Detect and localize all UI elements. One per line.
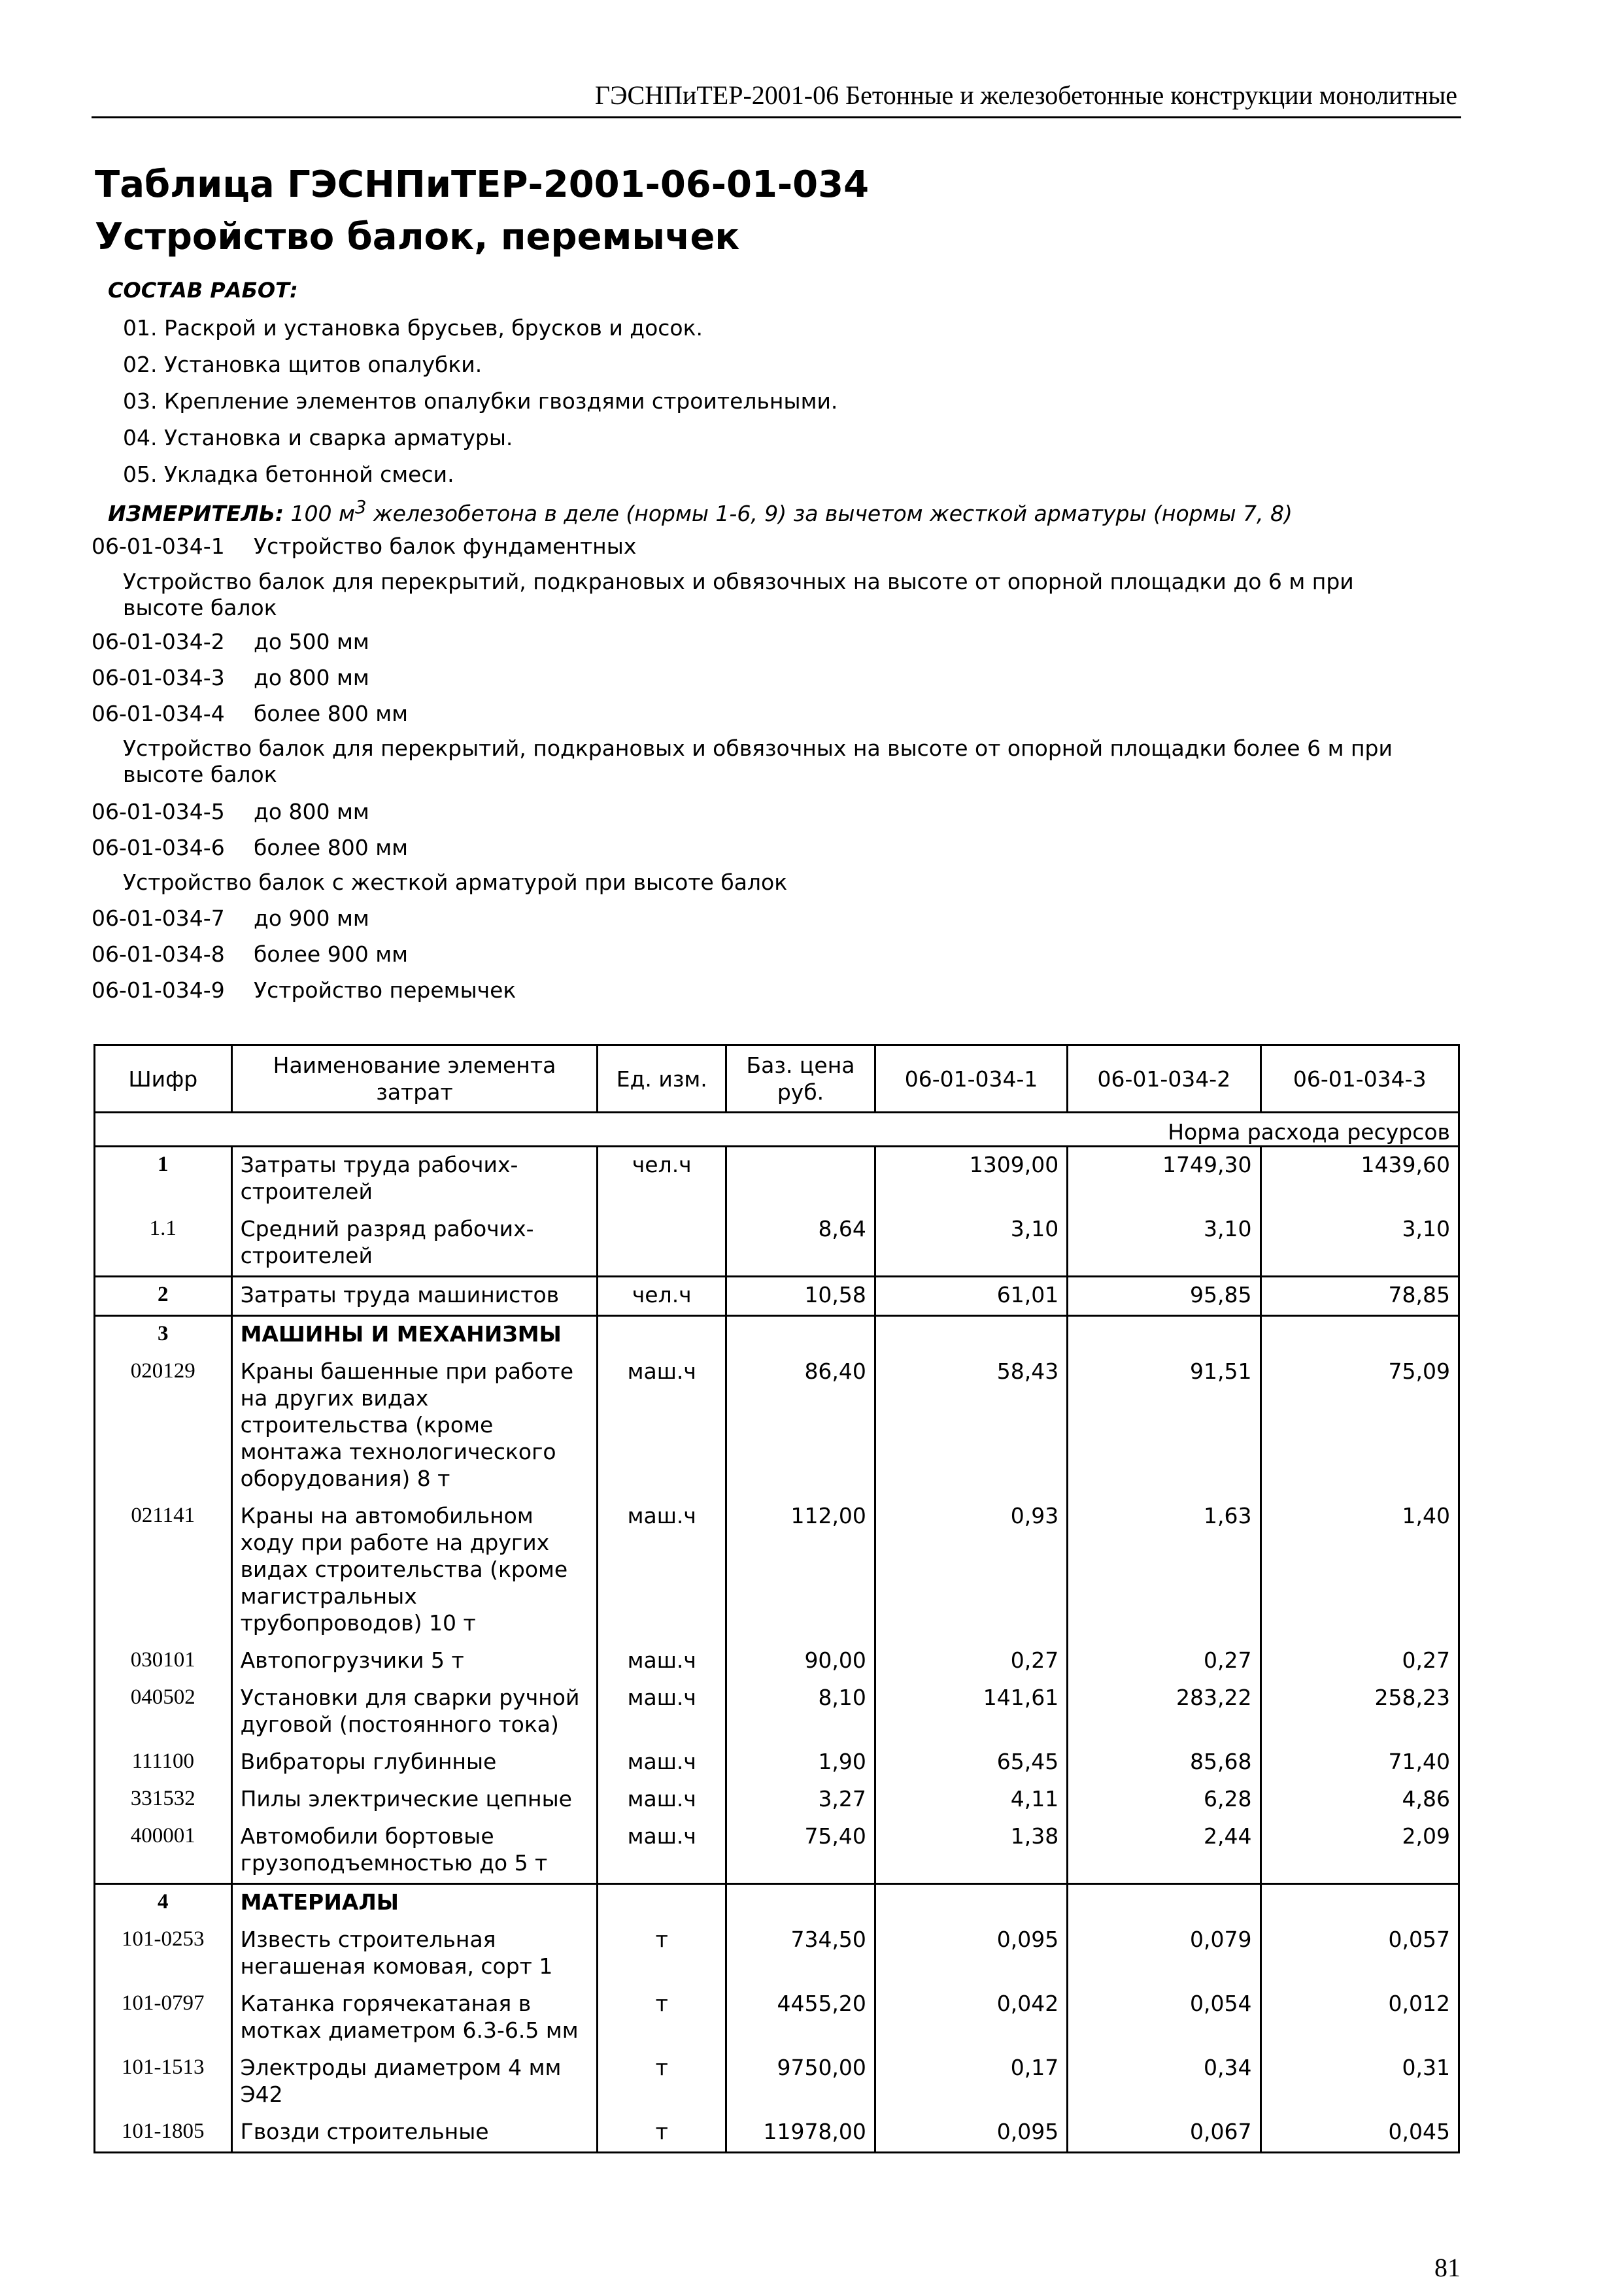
norm-code: 06-01-034-3 [92,665,225,690]
cell-price: 86,40 [726,1354,875,1498]
cell-value: 1749,30 [1068,1147,1260,1212]
cell-code: 400001 [95,1819,232,1884]
cell-code: 101-0253 [95,1922,232,1986]
cell-value: 65,45 [875,1744,1067,1781]
cell-unit [598,1211,726,1277]
cell-value: 61,01 [875,1277,1067,1316]
cell-unit: т [598,1922,726,1986]
table-row [95,1277,1459,1316]
cell-code: 3 [95,1316,232,1355]
page-number: 81 [1434,2253,1461,2282]
cell-value: 0,27 [875,1643,1067,1680]
norm-code: 06-01-034-6 [92,835,225,860]
cell-value: 258,23 [1260,1680,1459,1744]
work-item: 01. Раскрой и установка брусьев, брусков и досок. [123,315,703,341]
cell-name: Электроды диаметром 4 мм Э42 [231,2050,598,2114]
cell-unit: т [598,1986,726,2050]
cell-value: 4,11 [875,1781,1067,1819]
cell-code: 020129 [95,1354,232,1498]
work-item: 02. Установка щитов опалубки. [123,352,482,377]
norm-text: более 800 мм [254,701,408,726]
cell-price: 112,00 [726,1498,875,1643]
table-row [95,1744,1459,1781]
cell-value: 0,042 [875,1986,1067,2050]
cell-code: 101-1513 [95,2050,232,2114]
cell-empty [598,1884,726,1923]
cell-empty [726,1884,875,1923]
works-heading: СОСТАВ РАБОТ: [108,278,298,303]
cell-unit: маш.ч [598,1498,726,1643]
table-subtitle: Устройство балок, перемычек [95,216,740,258]
norm-group: Устройство балок для перекрытий, подкрановых и обвязочных на высоте от опорной площадки до 6 м при высоте балок [123,569,1354,620]
cell-unit: маш.ч [598,1781,726,1819]
cell-code: 1.1 [95,1211,232,1277]
cell-price: 8,64 [726,1211,875,1277]
norm-code: 06-01-034-2 [92,629,225,654]
header-name: Наименование элемента затрат [231,1045,598,1113]
cell-price: 75,40 [726,1819,875,1884]
cell-value: 0,095 [875,2114,1067,2153]
cell-value: 75,09 [1260,1354,1459,1498]
cell-name: Краны башенные при работе на других видах строительства (кроме монтажа технологического оборудования) 8 т [231,1354,598,1498]
table-row [95,1922,1459,1986]
cell-value: 1439,60 [1260,1147,1459,1212]
work-item: 03. Крепление элементов опалубки гвоздями строительными. [123,388,838,414]
norm-code: 06-01-034-9 [92,977,225,1003]
norm-text: более 800 мм [254,835,408,860]
cell-value: 0,095 [875,1922,1067,1986]
cell-empty [1068,1884,1260,1923]
norm-code: 06-01-034-8 [92,941,225,967]
cell-value: 3,10 [1068,1211,1260,1277]
table-title: Таблица ГЭСНПиТЕР-2001-06-01-034 [95,163,870,206]
cell-value: 1,63 [1068,1498,1260,1643]
cell-name: Установки для сварки ручной дуговой (постоянного тока) [231,1680,598,1744]
cell-unit: маш.ч [598,1354,726,1498]
norm-text: до 500 мм [254,629,369,654]
cell-price: 8,10 [726,1680,875,1744]
cell-unit: маш.ч [598,1819,726,1884]
running-header [92,71,1461,118]
cell-empty [1260,1884,1459,1923]
cell-value: 283,22 [1068,1680,1260,1744]
table-row [95,1781,1459,1819]
cell-name: Автомобили бортовые грузоподъемностью до 5 т [231,1819,598,1884]
measure-text-before: 100 м [284,501,355,526]
header-col2: 06-01-034-2 [1068,1045,1260,1113]
cell-code: 331532 [95,1781,232,1819]
norm-caption: Норма расхода ресурсов [95,1113,1459,1147]
cell-code: 101-0797 [95,1986,232,2050]
section-row [95,1316,1459,1355]
cell-value: 95,85 [1068,1277,1260,1316]
cell-code: 021141 [95,1498,232,1643]
cell-value: 58,43 [875,1354,1067,1498]
cell-empty [1068,1316,1260,1355]
header-price: Баз. цена руб. [726,1045,875,1113]
cell-name: Затраты труда рабочих-строителей [231,1147,598,1212]
cell-price: 1,90 [726,1744,875,1781]
table-row [95,1680,1459,1744]
cell-value: 3,10 [1260,1211,1459,1277]
cell-value: 0,079 [1068,1922,1260,1986]
table-row [95,1354,1459,1498]
header-code: Шифр [95,1045,232,1113]
cell-empty [1260,1316,1459,1355]
cell-code: 111100 [95,1744,232,1781]
cell-value: 6,28 [1068,1781,1260,1819]
cell-unit: маш.ч [598,1680,726,1744]
cell-code: 030101 [95,1643,232,1680]
cell-value: 71,40 [1260,1744,1459,1781]
norm-code: 06-01-034-7 [92,905,225,931]
norm-code: 06-01-034-1 [92,533,225,559]
resource-table [93,1044,1460,2153]
section-title: МАШИНЫ И МЕХАНИЗМЫ [231,1316,598,1355]
cell-unit: т [598,2050,726,2114]
cell-unit: чел.ч [598,1277,726,1316]
cell-empty [875,1884,1067,1923]
cell-value: 2,44 [1068,1819,1260,1884]
work-item: 04. Установка и сварка арматуры. [123,425,513,450]
norm-text: Устройство балок фундаментных [254,533,637,559]
cell-value: 1,40 [1260,1498,1459,1643]
table-row [95,1643,1459,1680]
cell-value: 78,85 [1260,1277,1459,1316]
cell-value: 0,31 [1260,2050,1459,2114]
cell-value: 141,61 [875,1680,1067,1744]
norm-text: более 900 мм [254,941,408,967]
header-col1: 06-01-034-1 [875,1045,1067,1113]
cell-name: Известь строительная негашеная комовая, сорт 1 [231,1922,598,1986]
cell-value: 0,054 [1068,1986,1260,2050]
norm-caption-row [95,1113,1459,1147]
cell-value: 0,067 [1068,2114,1260,2153]
cell-price [726,1147,875,1212]
cell-name: Пилы электрические цепные [231,1781,598,1819]
cell-name: Затраты труда машинистов [231,1277,598,1316]
section-title: МАТЕРИАЛЫ [231,1884,598,1923]
measure-line [108,497,1293,526]
cell-value: 85,68 [1068,1744,1260,1781]
measure-text-after: железобетона в деле (нормы 1-6, 9) за вычетом жесткой арматуры (нормы 7, 8) [366,501,1293,526]
norm-group: Устройство балок для перекрытий, подкрановых и обвязочных на высоте от опорной площадки более 6 м при высоте балок [123,735,1393,787]
table-row [95,1211,1459,1277]
cell-name: Автопогрузчики 5 т [231,1643,598,1680]
cell-price: 90,00 [726,1643,875,1680]
cell-name: Средний разряд рабочих-строителей [231,1211,598,1277]
table-row [95,2050,1459,2114]
cell-value: 1,38 [875,1819,1067,1884]
cell-unit: чел.ч [598,1147,726,1212]
cell-unit: маш.ч [598,1744,726,1781]
table-row [95,1147,1459,1212]
cell-value: 0,27 [1068,1643,1260,1680]
cell-price: 4455,20 [726,1986,875,2050]
cell-code: 2 [95,1277,232,1316]
cell-value: 0,93 [875,1498,1067,1643]
cell-price: 11978,00 [726,2114,875,2153]
cell-value: 0,057 [1260,1922,1459,1986]
cell-value: 0,045 [1260,2114,1459,2153]
table-row [95,1986,1459,2050]
cell-unit: маш.ч [598,1643,726,1680]
table-row [95,1498,1459,1643]
cell-value: 4,86 [1260,1781,1459,1819]
cell-code: 040502 [95,1680,232,1744]
cell-code: 101-1805 [95,2114,232,2153]
cell-value: 3,10 [875,1211,1067,1277]
cell-empty [598,1316,726,1355]
cell-code: 4 [95,1884,232,1923]
cell-name: Гвозди строительные [231,2114,598,2153]
work-item: 05. Укладка бетонной смеси. [123,462,454,487]
cell-unit: т [598,2114,726,2153]
cell-price: 9750,00 [726,2050,875,2114]
norm-code: 06-01-034-4 [92,701,225,726]
table-row [95,2114,1459,2153]
cell-value: 0,27 [1260,1643,1459,1680]
norm-code: 06-01-034-5 [92,799,225,824]
table-row [95,1819,1459,1884]
cell-value: 0,34 [1068,2050,1260,2114]
header-col3: 06-01-034-3 [1260,1045,1459,1113]
cell-value: 2,09 [1260,1819,1459,1884]
norm-group: Устройство балок с жесткой арматурой при высоте балок [123,869,788,895]
running-header-text: ГЭСНПиТЕР-2001-06 Бетонные и железобетонные конструкции монолитные [594,80,1457,110]
cell-code: 1 [95,1147,232,1212]
cell-name: Вибраторы глубинные [231,1744,598,1781]
cell-value: 0,012 [1260,1986,1459,2050]
cell-price: 10,58 [726,1277,875,1316]
cell-name: Катанка горячекатаная в мотках диаметром 6.3-6.5 мм [231,1986,598,2050]
table-header-row [95,1045,1459,1113]
cell-empty [875,1316,1067,1355]
header-unit: Ед. изм. [598,1045,726,1113]
cell-empty [726,1316,875,1355]
cell-value: 0,17 [875,2050,1067,2114]
cell-price: 3,27 [726,1781,875,1819]
norm-text: Устройство перемычек [254,977,516,1003]
measure-label: ИЗМЕРИТЕЛЬ: [108,501,284,526]
norm-text: до 800 мм [254,665,369,690]
cell-value: 1309,00 [875,1147,1067,1212]
norm-text: до 900 мм [254,905,369,931]
section-row [95,1884,1459,1923]
cell-value: 91,51 [1068,1354,1260,1498]
norm-text: до 800 мм [254,799,369,824]
cell-price: 734,50 [726,1922,875,1986]
measure-sup: 3 [354,497,367,518]
cell-name: Краны на автомобильном ходу при работе на других видах строительства (кроме магистральных трубопроводов) 10 т [231,1498,598,1643]
